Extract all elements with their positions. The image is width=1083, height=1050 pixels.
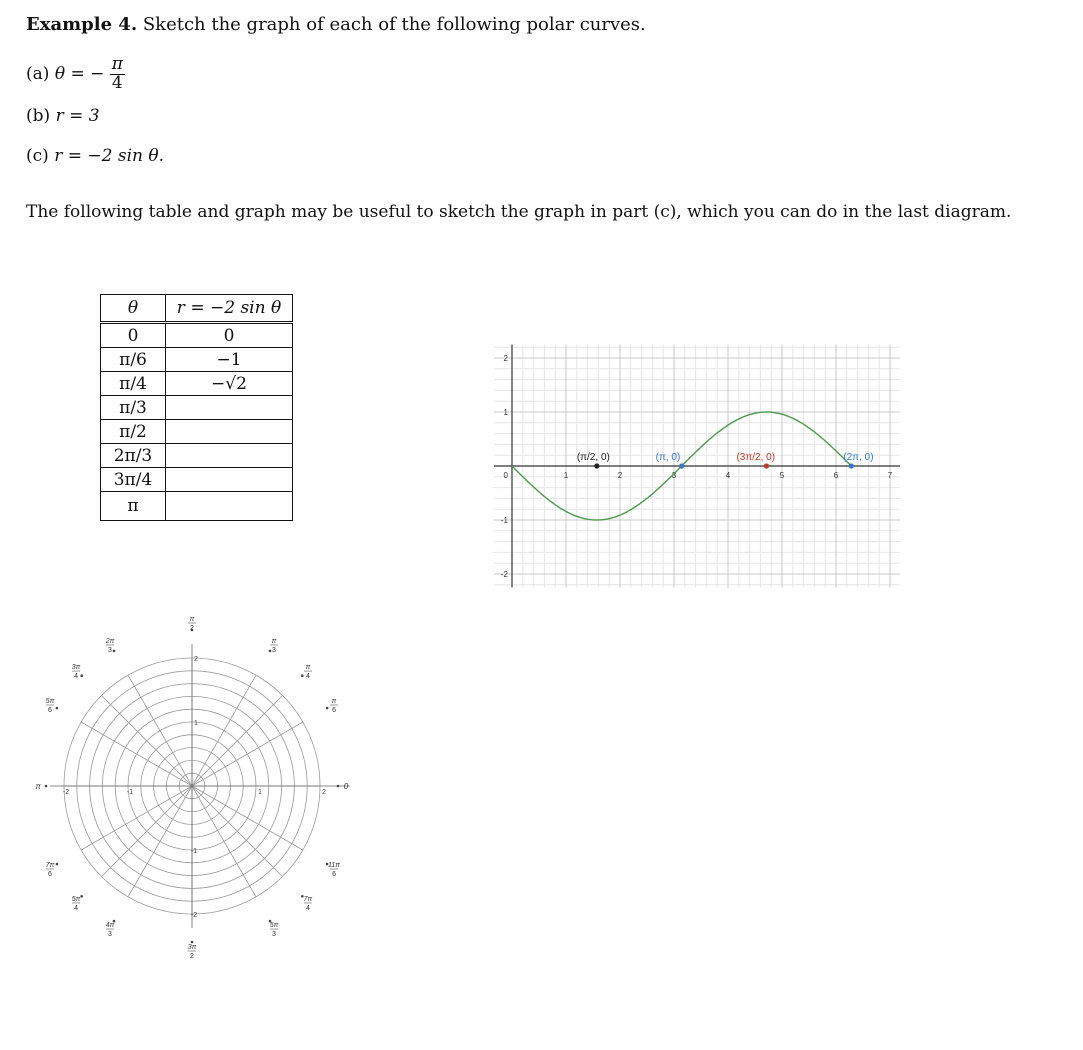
- angle-ray: [81, 786, 192, 850]
- zero-point-label: (2π, 0): [843, 452, 874, 463]
- part-c-expression: r = −2 sin θ.: [54, 146, 164, 166]
- zero-point-label: (π/2, 0): [576, 452, 610, 463]
- zero-point: [679, 463, 684, 468]
- example-label: Example 4.: [26, 14, 138, 35]
- angle-label: 0: [343, 782, 349, 791]
- table-header-row: [101, 295, 293, 323]
- angle-marker: [56, 863, 59, 866]
- angle-marker: [191, 941, 194, 944]
- r-cell: r = −2 sin θ: [166, 295, 293, 323]
- angle-marker: [45, 785, 48, 788]
- angle-ray: [192, 786, 256, 897]
- x-tick-label: 4: [725, 471, 731, 480]
- table-row: [101, 444, 293, 468]
- r-cell: −√2: [166, 372, 293, 396]
- angle-label-denominator: 6: [48, 871, 52, 878]
- y-tick-label: -2: [500, 570, 508, 579]
- angle-marker: [113, 650, 116, 653]
- theta-cell: 3π/4: [101, 468, 166, 492]
- table-row: [101, 492, 293, 521]
- zero-point-label: (3π/2, 0): [736, 452, 776, 463]
- angle-label-denominator: 2: [190, 625, 194, 632]
- angle-label-denominator: 3: [272, 646, 276, 654]
- radial-tick-label: -1: [190, 848, 198, 855]
- angle-label-numerator: 5π: [71, 895, 81, 903]
- theta-cell: π/4: [101, 372, 166, 396]
- part-a-denominator: 4: [111, 72, 123, 93]
- zero-point: [849, 463, 854, 468]
- theta-cell: π/6: [101, 348, 166, 372]
- radial-tick-label: 2: [194, 656, 198, 663]
- angle-label-numerator: 7π: [303, 895, 313, 903]
- y-tick-label: 2: [503, 354, 508, 363]
- radial-tick-label: 2: [322, 789, 326, 796]
- helper-note: The following table and graph may be useful to sketch the graph in part (c), which you can do in the last diagram.: [26, 202, 1012, 222]
- angle-label-denominator: 3: [108, 646, 112, 654]
- theta-cell: 0: [101, 323, 166, 348]
- r-cell: [166, 420, 293, 444]
- y-tick-label: -1: [500, 516, 508, 525]
- angle-label-numerator: 2π: [105, 637, 115, 645]
- part-a-numerator: π: [111, 54, 123, 74]
- theta-cell: π/2: [101, 420, 166, 444]
- x-tick-label: 7: [887, 471, 893, 480]
- r-cell: [166, 468, 293, 492]
- zero-point-label: (π, 0): [655, 452, 681, 463]
- angle-ray: [81, 722, 192, 786]
- angle-label-numerator: 3π: [71, 664, 81, 672]
- angle-label-denominator: 6: [48, 707, 52, 714]
- part-c: [26, 146, 164, 166]
- values-table: [100, 294, 293, 521]
- angle-marker: [80, 895, 83, 898]
- r-cell: [166, 396, 293, 420]
- angle-label-denominator: 6: [332, 871, 336, 878]
- part-a-fraction: [110, 56, 125, 93]
- y-tick-label: 0: [503, 471, 508, 480]
- zero-point: [764, 463, 769, 468]
- zero-point: [594, 463, 599, 468]
- theta-cell: 2π/3: [101, 444, 166, 468]
- cartesian-graph: [488, 338, 908, 594]
- theta-cell: π/3: [101, 396, 166, 420]
- part-a-label: (a): [26, 63, 50, 84]
- theta-cell: π: [101, 492, 166, 521]
- angle-ray: [192, 786, 303, 850]
- table-row: [101, 468, 293, 492]
- polar-grid: [28, 608, 368, 964]
- r-cell: [166, 444, 293, 468]
- angle-label-numerator: 5π: [269, 922, 279, 930]
- angle-label-denominator: 4: [74, 904, 78, 912]
- x-tick-label: 2: [617, 471, 623, 480]
- angle-ray: [192, 722, 303, 786]
- table-row: [101, 372, 293, 396]
- x-tick-label: 1: [563, 471, 569, 480]
- angle-marker: [301, 674, 304, 677]
- angle-marker: [80, 674, 83, 677]
- angle-label: π: [35, 782, 41, 791]
- angle-label-numerator: 11π: [328, 862, 341, 869]
- angle-label-denominator: 4: [306, 904, 310, 912]
- part-c-label: (c): [26, 146, 49, 166]
- r-cell: 0: [166, 323, 293, 348]
- angle-ray: [128, 786, 192, 897]
- theta-cell: θ: [101, 295, 166, 323]
- part-b: [26, 106, 100, 126]
- angle-marker: [326, 707, 329, 710]
- table-row: [101, 420, 293, 444]
- angle-label-numerator: 3π: [187, 944, 197, 951]
- part-a-lhs: θ = −: [54, 63, 105, 84]
- angle-marker: [269, 650, 272, 653]
- angle-label-numerator: 5π: [45, 698, 55, 705]
- angle-label-numerator: 4π: [105, 922, 115, 930]
- x-tick-label: 5: [779, 471, 785, 480]
- angle-label-denominator: 3: [108, 931, 112, 939]
- angle-marker: [56, 707, 59, 710]
- example-heading: [26, 14, 646, 35]
- angle-ray: [192, 675, 256, 786]
- x-tick-label: 3: [671, 471, 677, 480]
- part-b-expression: r = 3: [55, 106, 100, 126]
- angle-label-numerator: π: [305, 664, 311, 672]
- table-row: [101, 348, 293, 372]
- angle-label-denominator: 4: [306, 673, 310, 681]
- angle-label-denominator: 2: [190, 953, 194, 960]
- angle-marker: [337, 785, 340, 788]
- table-row: [101, 323, 293, 348]
- angle-ray: [128, 675, 192, 786]
- angle-label-numerator: π: [331, 698, 337, 705]
- y-tick-label: 1: [503, 408, 508, 417]
- angle-label-denominator: 4: [74, 673, 78, 681]
- angle-label-denominator: 3: [272, 931, 276, 939]
- angle-label-numerator: π: [189, 616, 195, 623]
- radial-tick-label: 1: [194, 720, 198, 727]
- angle-label-numerator: 7π: [45, 862, 55, 869]
- radial-tick-label: -1: [126, 789, 134, 796]
- part-a: [26, 56, 125, 93]
- r-cell: −1: [166, 348, 293, 372]
- radial-tick-label: -2: [190, 912, 198, 919]
- angle-label-numerator: π: [271, 637, 277, 645]
- table-row: [101, 396, 293, 420]
- radial-tick-label: -2: [62, 789, 70, 796]
- r-cell: [166, 492, 293, 521]
- radial-tick-label: 1: [258, 789, 262, 796]
- x-tick-label: 6: [833, 471, 839, 480]
- part-b-label: (b): [26, 106, 51, 126]
- example-instruction: Sketch the graph of each of the following polar curves.: [142, 14, 646, 35]
- angle-label-denominator: 6: [332, 707, 336, 714]
